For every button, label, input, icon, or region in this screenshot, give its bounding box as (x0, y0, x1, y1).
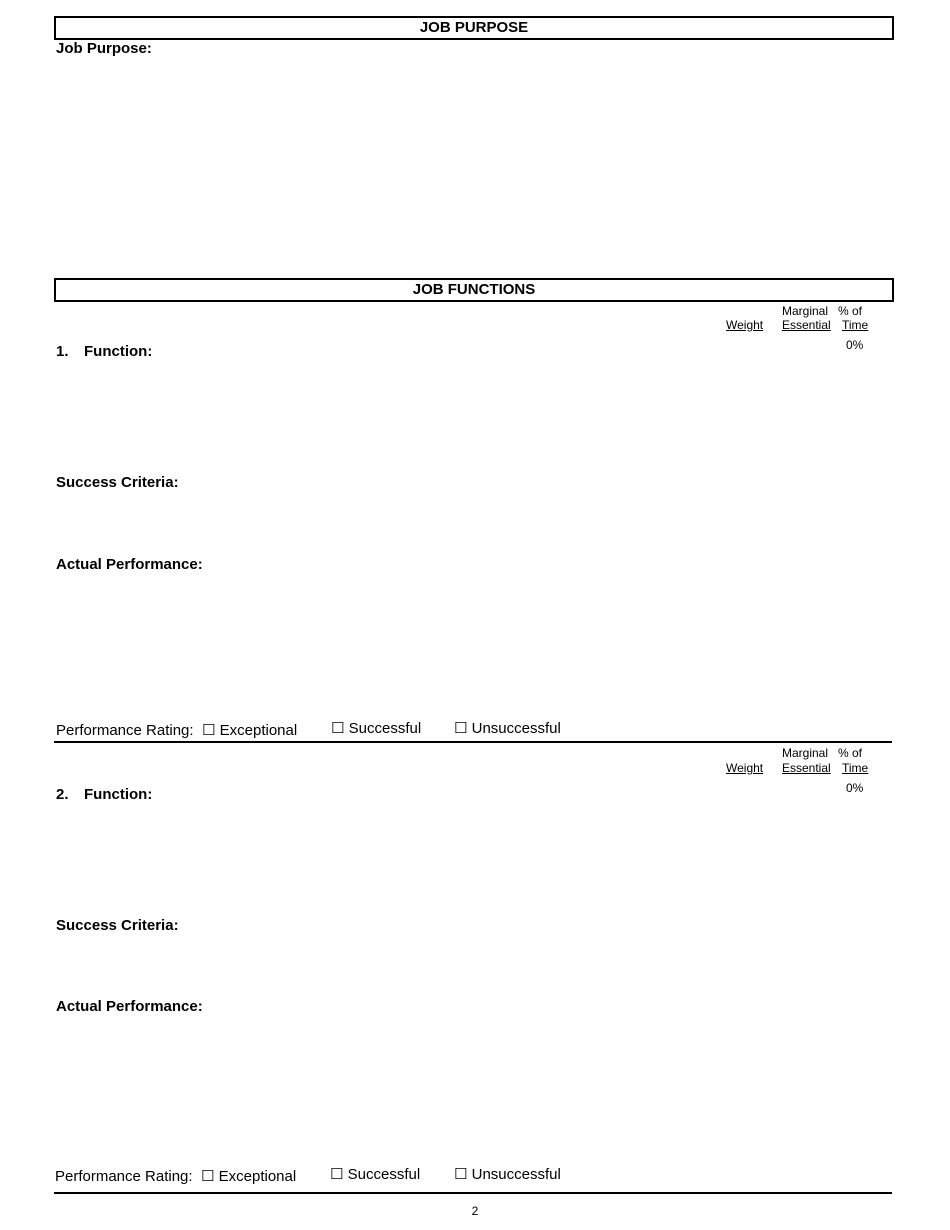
essential-header: Essential (782, 761, 831, 775)
job-purpose-label: Job Purpose: (56, 40, 152, 57)
exceptional-checkbox[interactable]: ☐ (202, 722, 216, 739)
unsuccessful-checkbox[interactable]: ☐ (454, 1166, 468, 1183)
pct-of-header: % of (838, 746, 863, 760)
unsuccessful-option[interactable] (454, 720, 561, 738)
job-functions-header: JOB FUNCTIONS (54, 278, 894, 302)
function-number: 1. (56, 343, 69, 360)
exceptional-label: Exceptional (218, 1168, 297, 1185)
page-number: 2 (471, 1204, 479, 1218)
pct-of-header: % of (838, 304, 863, 318)
function-label: Function: (84, 343, 153, 360)
successful-label: Successful (348, 720, 422, 737)
section-divider (54, 1192, 892, 1194)
exceptional-option[interactable] (201, 1168, 296, 1186)
time-header: Time (842, 761, 869, 775)
unsuccessful-option[interactable] (454, 1166, 561, 1184)
actual-performance-label: Actual Performance: (56, 556, 203, 573)
job-purpose-header: JOB PURPOSE (54, 16, 894, 40)
actual-performance-label: Actual Performance: (56, 998, 203, 1015)
success-criteria-label: Success Criteria: (56, 917, 179, 934)
unsuccessful-label: Unsuccessful (471, 720, 561, 737)
successful-checkbox[interactable]: ☐ (330, 1166, 344, 1183)
function-label: Function: (84, 786, 153, 803)
marginal-header: Marginal (782, 746, 829, 760)
successful-checkbox[interactable]: ☐ (331, 720, 345, 737)
section-divider (54, 741, 892, 743)
marginal-header: Marginal (782, 304, 829, 318)
weight-header: Weight (726, 318, 764, 332)
successful-label: Successful (347, 1166, 421, 1183)
pct-time-value: 0% (846, 338, 864, 352)
pct-time-value: 0% (846, 781, 864, 795)
success-criteria-label: Success Criteria: (56, 474, 179, 491)
unsuccessful-label: Unsuccessful (471, 1166, 561, 1183)
performance-rating-label: Performance Rating: (55, 1168, 193, 1185)
exceptional-checkbox[interactable]: ☐ (201, 1168, 215, 1185)
performance-rating-label: Performance Rating: (56, 722, 194, 739)
exceptional-option[interactable] (202, 722, 297, 740)
function-number: 2. (56, 786, 69, 803)
time-header: Time (842, 318, 869, 332)
successful-option[interactable] (331, 720, 421, 738)
weight-header: Weight (726, 761, 764, 775)
exceptional-label: Exceptional (219, 722, 298, 739)
unsuccessful-checkbox[interactable]: ☐ (454, 720, 468, 737)
successful-option[interactable] (330, 1166, 420, 1184)
essential-header: Essential (782, 318, 831, 332)
